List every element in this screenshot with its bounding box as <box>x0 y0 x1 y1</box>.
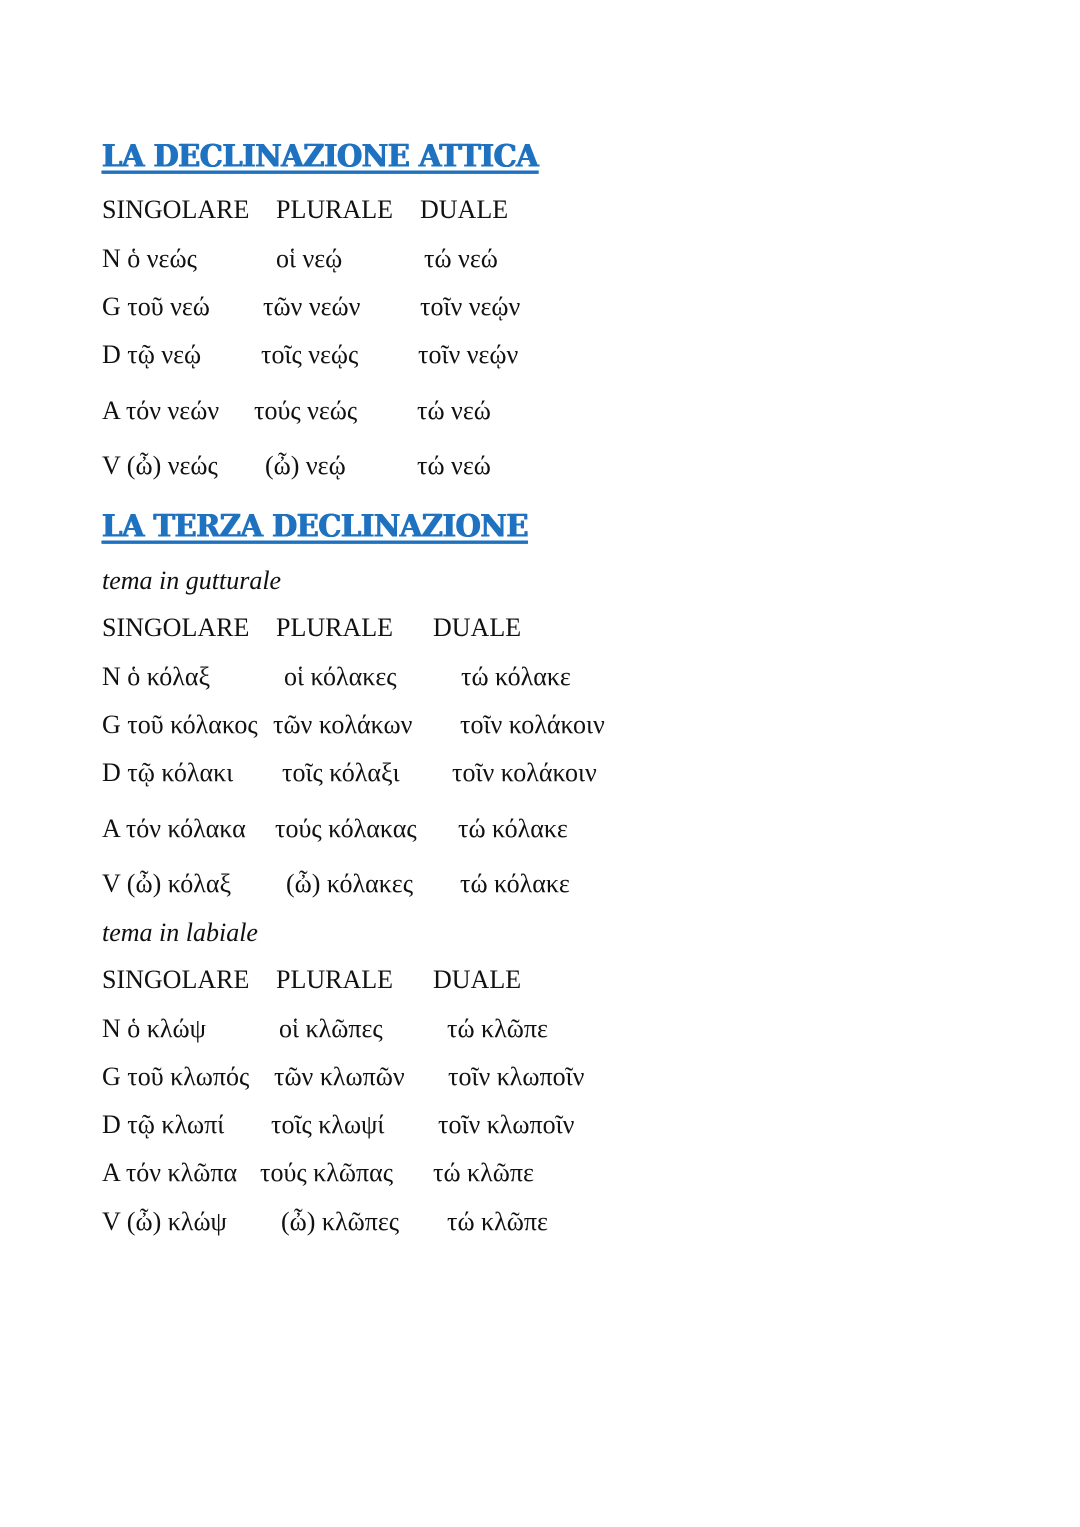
plural-form: (ὦ) νεῴ <box>265 451 346 480</box>
dual-form: τώ νεώ <box>424 244 498 273</box>
singular-form: G τοῦ νεώ <box>102 292 210 321</box>
header-singolare: SINGOLARE <box>102 195 250 224</box>
dual-form: τώ κλῶπε <box>447 1207 548 1236</box>
singular-form: D τῷ κόλακι <box>102 758 234 787</box>
plural-form: τοῖς κόλαξι <box>282 758 400 787</box>
dual-form: τώ νεώ <box>417 451 491 480</box>
singular-form: V (ὦ) κλώψ <box>102 1207 227 1236</box>
header-duale: DUALE <box>433 965 522 994</box>
plural-form: τῶν νεών <box>263 292 361 321</box>
subtitle-labiale: tema in labiale <box>102 918 258 947</box>
dual-form: τώ κόλακε <box>458 814 568 843</box>
header-singolare: SINGOLARE <box>102 613 250 642</box>
dual-form: τοῖν νεῴν <box>418 340 519 369</box>
dual-form: τοῖν νεῴν <box>420 292 521 321</box>
singular-form: N ὁ κόλαξ <box>102 662 211 691</box>
header-plurale: PLURALE <box>276 195 393 224</box>
plural-form: (ὦ) κλῶπες <box>281 1207 400 1236</box>
plural-form: τούς νεώς <box>254 396 358 425</box>
header-singolare: SINGOLARE <box>102 965 250 994</box>
plural-form: τούς κόλακας <box>275 814 417 843</box>
dual-form: τώ κλῶπε <box>447 1014 548 1043</box>
plural-form: οἱ κόλακες <box>284 662 397 691</box>
header-duale: DUALE <box>420 195 509 224</box>
section-title-terza: LA TERZA DECLINAZIONE <box>102 508 528 544</box>
section-title-attica: LA DECLINAZIONE ATTICA <box>102 138 539 174</box>
singular-form: N ὁ νεώς <box>102 244 197 273</box>
dual-form: τοῖν κλωποῖν <box>438 1110 575 1139</box>
singular-form: G τοῦ κλωπός <box>102 1062 250 1091</box>
header-duale: DUALE <box>433 613 522 642</box>
dual-form: τώ κλῶπε <box>433 1158 534 1187</box>
singular-form: A τόν κόλακα <box>102 814 246 843</box>
dual-form: τώ κόλακε <box>461 662 571 691</box>
plural-form: οἱ κλῶπες <box>279 1014 383 1043</box>
header-plurale: PLURALE <box>276 965 393 994</box>
dual-form: τώ κόλακε <box>460 869 570 898</box>
dual-form: τοῖν κολάκοιν <box>460 710 605 739</box>
singular-form: V (ὦ) κόλαξ <box>102 869 232 898</box>
plural-form: τοῖς κλωψί <box>271 1110 385 1139</box>
plural-form: τοῖς νεῴς <box>261 340 359 369</box>
singular-form: A τόν κλῶπα <box>102 1158 238 1187</box>
singular-form: D τῷ κλωπί <box>102 1110 225 1139</box>
singular-form: A τόν νεών <box>102 396 220 425</box>
singular-form: V (ὦ) νεώς <box>102 451 218 480</box>
singular-form: D τῷ νεῴ <box>102 340 202 369</box>
subtitle-gutturale: tema in gutturale <box>102 566 282 595</box>
dual-form: τοῖν κολάκοιν <box>452 758 597 787</box>
header-plurale: PLURALE <box>276 613 393 642</box>
plural-form: οἱ νεῴ <box>276 244 343 273</box>
dual-form: τοῖν κλωποῖν <box>448 1062 585 1091</box>
plural-form: τῶν κλωπῶν <box>274 1062 405 1091</box>
plural-form: τούς κλῶπας <box>260 1158 393 1187</box>
plural-form: τῶν κολάκων <box>273 710 413 739</box>
singular-form: N ὁ κλώψ <box>102 1014 206 1043</box>
dual-form: τώ νεώ <box>417 396 491 425</box>
singular-form: G τοῦ κόλακος <box>102 710 258 739</box>
plural-form: (ὦ) κόλακες <box>286 869 414 898</box>
